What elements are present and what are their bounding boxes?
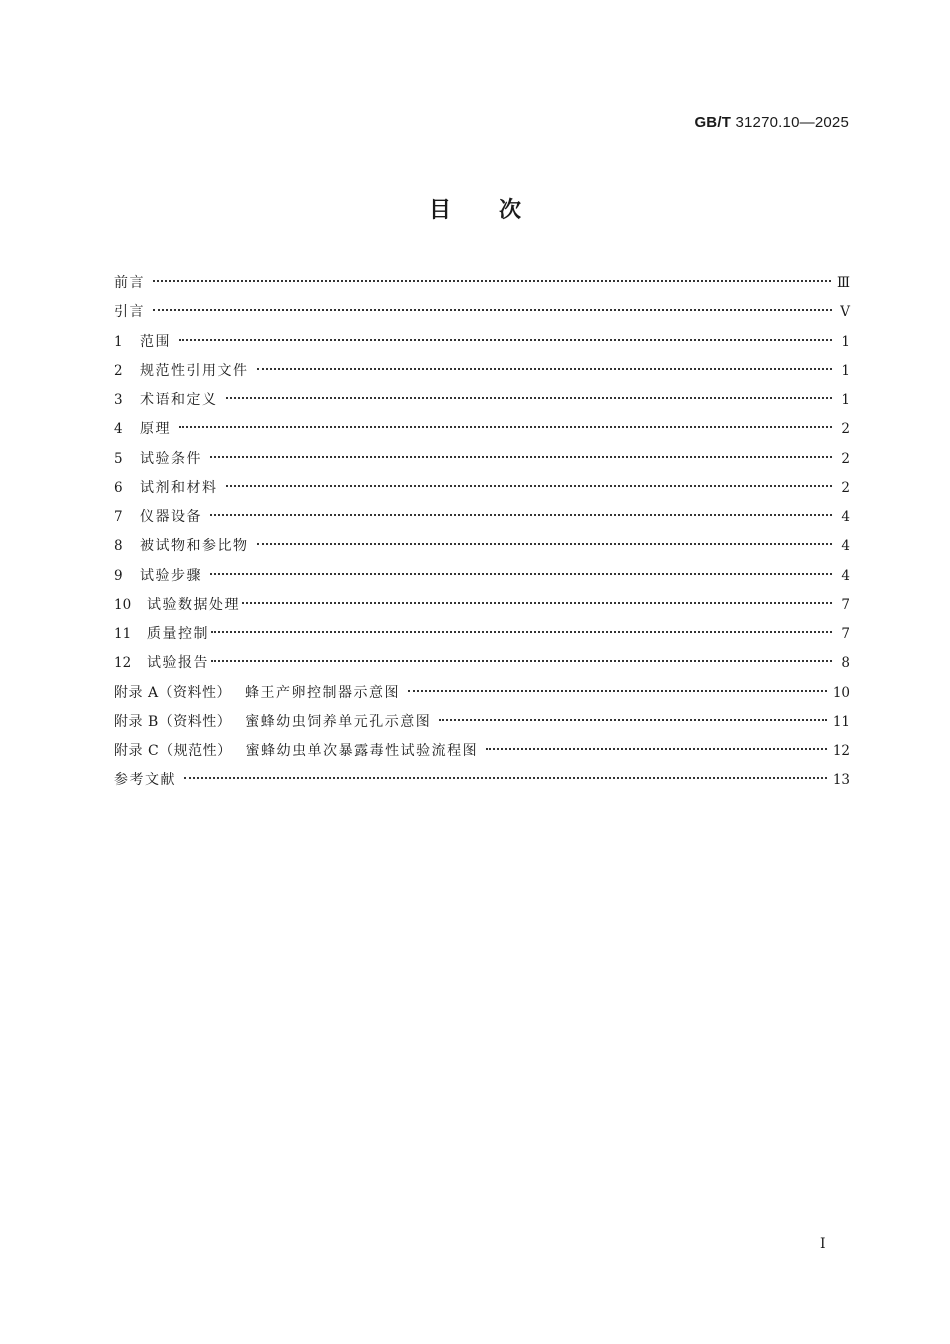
leader-dots — [486, 748, 827, 750]
leader-dots — [226, 485, 833, 487]
toc-entry-text: 试验条件 — [140, 450, 202, 467]
table-of-contents — [114, 269, 850, 796]
toc-entry-page: Ⅴ — [840, 304, 850, 321]
leader-dots — [439, 719, 827, 721]
page-number: Ⅰ — [820, 1236, 826, 1252]
toc-entry-page: 1 — [841, 392, 850, 408]
toc-entry-page: 2 — [841, 421, 850, 438]
leader-dots — [210, 456, 832, 458]
toc-entry-number: 9 — [114, 567, 123, 584]
toc-entry-10[interactable] — [114, 591, 850, 620]
toc-entry-page: 4 — [841, 567, 850, 584]
toc-entry-number: 11 — [114, 626, 132, 642]
toc-entry-page: 8 — [841, 655, 850, 672]
toc-entry-text: 试剂和材料 — [140, 479, 218, 496]
toc-entry-annex-c[interactable] — [114, 737, 850, 766]
toc-entry-text — [114, 737, 478, 766]
toc-entry-8[interactable] — [114, 532, 850, 561]
toc-entry-6[interactable] — [114, 474, 850, 503]
leader-dots — [211, 631, 832, 633]
standard-prefix: GB/T — [694, 114, 732, 131]
toc-entry-number: 10 — [114, 596, 132, 613]
toc-entry-text: 仪器设备 — [140, 509, 202, 525]
toc-entry-4[interactable] — [114, 415, 850, 444]
toc-entry-text: 原理 — [140, 421, 171, 438]
leader-dots — [242, 602, 832, 604]
toc-entry-page: 2 — [841, 450, 850, 467]
toc-entry-page: 1 — [841, 333, 850, 350]
toc-entry-text: 试验报告 — [147, 655, 209, 672]
toc-entry-page: 10 — [832, 684, 850, 701]
toc-entry-text: 前言 — [114, 275, 145, 291]
toc-entry-foreword[interactable] — [114, 269, 850, 298]
leader-dots — [226, 397, 833, 399]
toc-entry-3[interactable] — [114, 386, 850, 415]
toc-entry-number: 2 — [114, 362, 123, 379]
toc-entry-text: 试验数据处理 — [147, 596, 240, 613]
toc-entry-number: 8 — [114, 538, 123, 555]
toc-entry-page: 7 — [841, 596, 850, 613]
toc-entry-12[interactable] — [114, 649, 850, 678]
toc-entry-text: 参考文献 — [114, 772, 176, 789]
annex-title: 蜜蜂幼虫饲养单元孔示意图 — [245, 713, 432, 730]
toc-entry-text — [114, 679, 400, 708]
toc-entry-text: 试验步骤 — [140, 567, 202, 584]
toc-entry-1[interactable] — [114, 328, 850, 357]
toc-entry-text: 引言 — [114, 304, 145, 321]
leader-dots — [210, 514, 832, 516]
annex-title: 蜂王产卵控制器示意图 — [245, 684, 401, 701]
leader-dots — [153, 309, 832, 311]
annex-label: 附录 B（资料性） — [114, 713, 232, 730]
leader-dots — [211, 660, 832, 662]
standard-number: 31270.10—2025 — [735, 114, 849, 131]
toc-entry-number: 5 — [114, 450, 123, 467]
toc-entry-text: 被试物和参比物 — [140, 538, 249, 555]
toc-entry-11[interactable] — [114, 620, 850, 649]
leader-dots — [210, 573, 832, 575]
leader-dots — [257, 543, 833, 545]
toc-entry-page: 2 — [841, 479, 850, 496]
toc-entry-page: 7 — [841, 626, 850, 642]
toc-entry-5[interactable] — [114, 445, 850, 474]
toc-entry-text: 质量控制 — [147, 626, 209, 642]
toc-title: 目次 — [428, 198, 569, 223]
toc-entry-bibliography[interactable] — [114, 766, 850, 795]
toc-entry-page: 4 — [841, 509, 850, 525]
toc-entry-7[interactable] — [114, 503, 850, 532]
toc-entry-text: 规范性引用文件 — [140, 362, 249, 379]
toc-entry-page: 4 — [841, 538, 850, 555]
standard-code — [694, 114, 849, 131]
annex-label: 附录 A（资料性） — [114, 684, 232, 701]
toc-entry-page: 1 — [841, 362, 850, 379]
toc-entry-number: 4 — [114, 421, 123, 438]
toc-entry-text — [114, 708, 431, 737]
toc-entry-9[interactable] — [114, 562, 850, 591]
toc-entry-number: 3 — [114, 392, 123, 408]
toc-entry-number: 7 — [114, 509, 123, 525]
toc-entry-annex-a[interactable] — [114, 679, 850, 708]
toc-entry-number: 12 — [114, 655, 132, 672]
toc-entry-page: Ⅲ — [836, 275, 850, 291]
toc-entry-number: 1 — [114, 333, 123, 350]
toc-entry-text: 范围 — [140, 333, 171, 350]
leader-dots — [184, 777, 827, 779]
annex-title: 蜜蜂幼虫单次暴露毒性试验流程图 — [245, 743, 479, 759]
toc-entry-2[interactable] — [114, 357, 850, 386]
leader-dots — [179, 426, 832, 428]
toc-entry-introduction[interactable] — [114, 298, 850, 327]
leader-dots — [408, 690, 827, 692]
toc-entry-annex-b[interactable] — [114, 708, 850, 737]
toc-entry-page: 11 — [832, 713, 850, 730]
leader-dots — [257, 368, 833, 370]
leader-dots — [153, 280, 831, 282]
leader-dots — [179, 339, 832, 341]
toc-entry-text: 术语和定义 — [140, 392, 218, 408]
toc-entry-page: 12 — [832, 743, 850, 759]
toc-entry-number: 6 — [114, 479, 123, 496]
annex-label: 附录 C（规范性） — [114, 743, 232, 759]
toc-entry-page: 13 — [832, 772, 850, 789]
